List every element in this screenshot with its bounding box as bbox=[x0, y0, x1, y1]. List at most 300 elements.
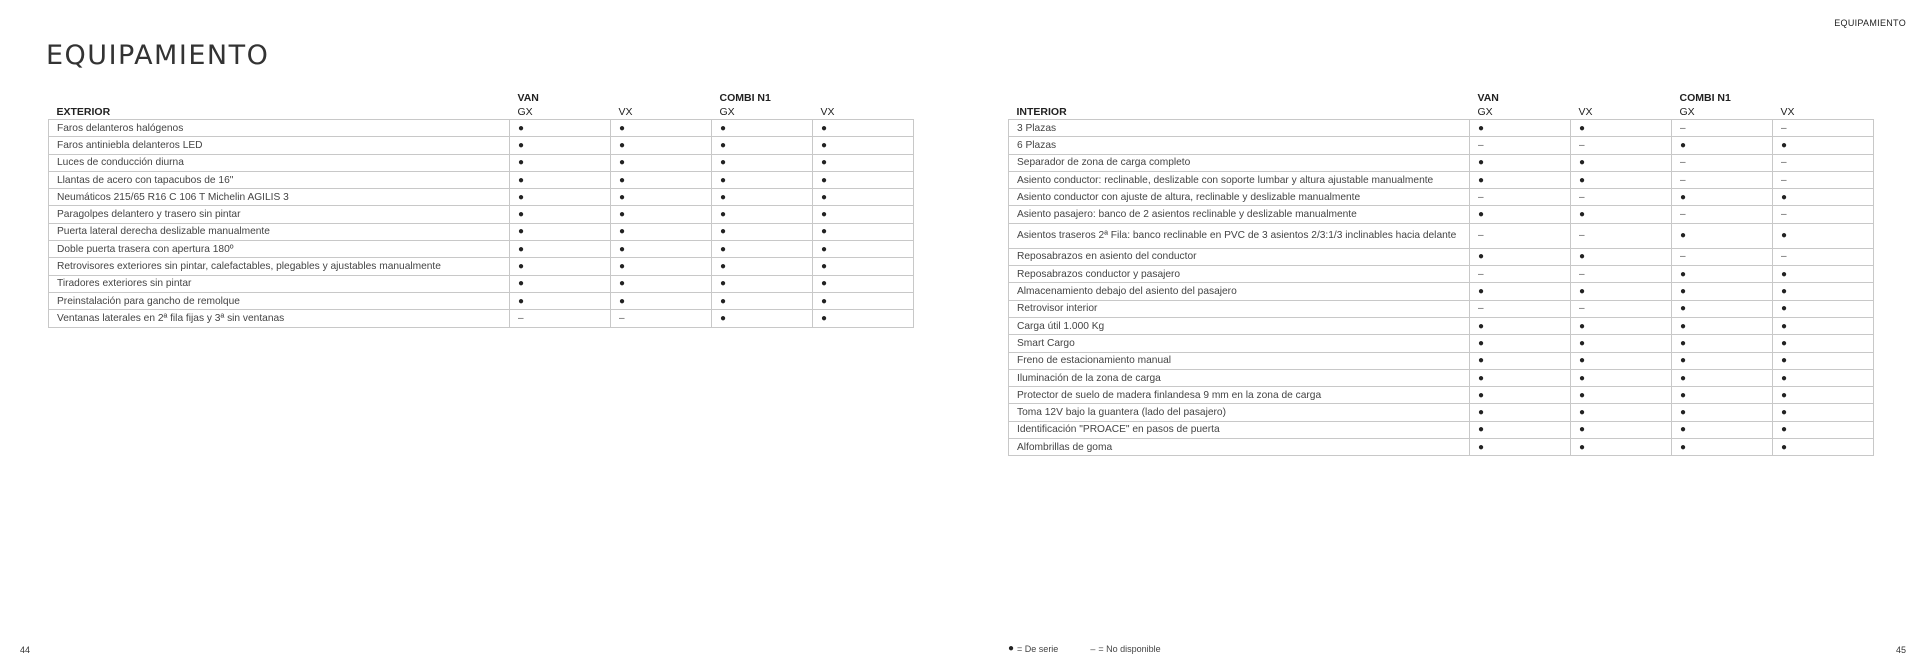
van-gx-value bbox=[1470, 283, 1571, 300]
feature-name: Asiento conductor: reclinable, deslizable con soporte lumbar y altura ajustable manualmente bbox=[1009, 171, 1470, 188]
standard-dot-icon: ● bbox=[1781, 268, 1788, 280]
standard-dot-icon: ● bbox=[1579, 209, 1586, 221]
van-vx-value bbox=[1571, 421, 1672, 438]
van-vx-value bbox=[1571, 317, 1672, 334]
feature-name: Freno de estacionamiento manual bbox=[1009, 352, 1470, 369]
standard-dot-icon: ● bbox=[1008, 643, 1015, 654]
not-available-dash-icon: – bbox=[619, 312, 625, 324]
standard-dot-icon: ● bbox=[518, 122, 525, 134]
combi-vx-value bbox=[813, 275, 914, 292]
van-gx-value bbox=[1470, 266, 1571, 283]
combi-vx-value bbox=[813, 171, 914, 188]
van-vx-value bbox=[1571, 335, 1672, 352]
combi-gx-value bbox=[712, 206, 813, 223]
combi-vx-value bbox=[813, 137, 914, 154]
standard-dot-icon: ● bbox=[1579, 441, 1586, 453]
standard-dot-icon: ● bbox=[1478, 157, 1485, 169]
not-available-dash-icon: – bbox=[1680, 209, 1686, 221]
combi-vx-value bbox=[813, 241, 914, 258]
van-gx-value bbox=[510, 120, 611, 137]
van-vx-value bbox=[1571, 120, 1672, 137]
van-gx-header: GX bbox=[1477, 106, 1493, 118]
table-row bbox=[1009, 352, 1874, 369]
not-available-dash-icon: – bbox=[1579, 139, 1585, 151]
feature-name: Alfombrillas de goma bbox=[1009, 439, 1470, 456]
table-row bbox=[49, 275, 914, 292]
standard-dot-icon: ● bbox=[1579, 372, 1586, 384]
table-row bbox=[49, 223, 914, 240]
combi-gx-value bbox=[712, 258, 813, 275]
standard-dot-icon: ● bbox=[1781, 372, 1788, 384]
standard-dot-icon: ● bbox=[518, 243, 525, 255]
van-vx-value bbox=[1571, 300, 1672, 317]
standard-dot-icon: ● bbox=[1478, 251, 1485, 263]
combi-header: COMBI N1 bbox=[1679, 92, 1731, 104]
feature-name: Reposabrazos en asiento del conductor bbox=[1009, 248, 1470, 265]
van-vx-value bbox=[1571, 439, 1672, 456]
van-vx-value bbox=[611, 189, 712, 206]
not-available-dash-icon: – bbox=[1680, 122, 1686, 134]
combi-gx-value bbox=[1672, 266, 1773, 283]
not-available-dash-icon: – bbox=[1478, 303, 1484, 315]
standard-dot-icon: ● bbox=[1478, 424, 1485, 436]
standard-dot-icon: ● bbox=[720, 295, 727, 307]
feature-name: Preinstalación para gancho de remolque bbox=[49, 292, 510, 309]
standard-dot-icon: ● bbox=[1781, 320, 1788, 332]
combi-gx-value bbox=[1672, 206, 1773, 223]
feature-name: Almacenamiento debajo del asiento del pasajero bbox=[1009, 283, 1470, 300]
standard-dot-icon: ● bbox=[619, 295, 626, 307]
standard-dot-icon: ● bbox=[1579, 424, 1586, 436]
table-row bbox=[1009, 223, 1874, 248]
van-vx-value bbox=[611, 171, 712, 188]
van-vx-value bbox=[611, 120, 712, 137]
standard-dot-icon: ● bbox=[821, 209, 828, 221]
feature-name: Doble puerta trasera con apertura 180º bbox=[49, 241, 510, 258]
standard-dot-icon: ● bbox=[1680, 320, 1687, 332]
standard-dot-icon: ● bbox=[1579, 157, 1586, 169]
standard-dot-icon: ● bbox=[518, 295, 525, 307]
standard-dot-icon: ● bbox=[1680, 355, 1687, 367]
table-row bbox=[1009, 387, 1874, 404]
table-row bbox=[1009, 283, 1874, 300]
standard-dot-icon: ● bbox=[1478, 389, 1485, 401]
standard-dot-icon: ● bbox=[619, 191, 626, 203]
not-available-dash-icon: – bbox=[1781, 251, 1787, 263]
table-row bbox=[1009, 404, 1874, 421]
combi-vx-value bbox=[813, 258, 914, 275]
standard-dot-icon: ● bbox=[720, 209, 727, 221]
table-row bbox=[49, 137, 914, 154]
combi-gx-value bbox=[712, 154, 813, 171]
combi-gx-value bbox=[712, 275, 813, 292]
not-available-dash-icon: – bbox=[1781, 157, 1787, 169]
van-vx-value bbox=[1571, 189, 1672, 206]
combi-vx-value bbox=[1773, 137, 1874, 154]
combi-gx-value bbox=[1672, 421, 1773, 438]
standard-dot-icon: ● bbox=[1781, 441, 1788, 453]
standard-dot-icon: ● bbox=[1680, 303, 1687, 315]
standard-dot-icon: ● bbox=[619, 157, 626, 169]
table-row bbox=[1009, 421, 1874, 438]
combi-gx-header: GX bbox=[1679, 106, 1695, 118]
exterior-table bbox=[48, 92, 914, 328]
table-row bbox=[49, 171, 914, 188]
feature-name: Paragolpes delantero y trasero sin pintar bbox=[49, 206, 510, 223]
standard-dot-icon: ● bbox=[1680, 230, 1687, 242]
standard-dot-icon: ● bbox=[1478, 174, 1485, 186]
combi-vx-value bbox=[1773, 387, 1874, 404]
combi-vx-value bbox=[1773, 206, 1874, 223]
standard-dot-icon: ● bbox=[720, 174, 727, 186]
table-row bbox=[1009, 189, 1874, 206]
standard-dot-icon: ● bbox=[1579, 251, 1586, 263]
combi-vx-value bbox=[1773, 421, 1874, 438]
table-row bbox=[1009, 120, 1874, 137]
standard-dot-icon: ● bbox=[1680, 191, 1687, 203]
feature-name: Llantas de acero con tapacubos de 16" bbox=[49, 171, 510, 188]
van-gx-value bbox=[510, 223, 611, 240]
van-gx-value bbox=[510, 241, 611, 258]
combi-gx-value bbox=[712, 171, 813, 188]
combi-vx-value bbox=[813, 120, 914, 137]
combi-gx-value bbox=[712, 137, 813, 154]
van-vx-value bbox=[1571, 352, 1672, 369]
combi-vx-value bbox=[1773, 300, 1874, 317]
combi-vx-value bbox=[813, 206, 914, 223]
not-available-dash-icon: – bbox=[1680, 157, 1686, 169]
feature-name: Asiento pasajero: banco de 2 asientos reclinable y deslizable manualmente bbox=[1009, 206, 1470, 223]
combi-vx-value bbox=[1773, 283, 1874, 300]
feature-name: Carga útil 1.000 Kg bbox=[1009, 317, 1470, 334]
combi-gx-value bbox=[1672, 120, 1773, 137]
not-available-dash-icon: – bbox=[1680, 174, 1686, 186]
van-gx-value bbox=[1470, 404, 1571, 421]
van-gx-value bbox=[1470, 248, 1571, 265]
combi-vx-value bbox=[813, 223, 914, 240]
van-vx-value bbox=[611, 275, 712, 292]
van-gx-value bbox=[1470, 189, 1571, 206]
feature-name: Faros delanteros halógenos bbox=[49, 120, 510, 137]
table-row bbox=[49, 154, 914, 171]
not-available-dash-icon: – bbox=[1478, 191, 1484, 203]
feature-name: Luces de conducción diurna bbox=[49, 154, 510, 171]
feature-name: Ventanas laterales en 2ª fila fijas y 3ª sin ventanas bbox=[49, 310, 510, 327]
van-gx-value bbox=[1470, 171, 1571, 188]
legend bbox=[1008, 643, 1161, 654]
van-gx-value bbox=[1470, 120, 1571, 137]
combi-gx-header: GX bbox=[719, 106, 735, 118]
table-row bbox=[1009, 266, 1874, 283]
standard-dot-icon: ● bbox=[1478, 122, 1485, 134]
standard-dot-icon: ● bbox=[1478, 286, 1485, 298]
standard-dot-icon: ● bbox=[518, 261, 525, 273]
combi-vx-value bbox=[813, 310, 914, 327]
standard-dot-icon: ● bbox=[1680, 372, 1687, 384]
combi-gx-value bbox=[1672, 317, 1773, 334]
standard-dot-icon: ● bbox=[720, 139, 727, 151]
van-vx-value bbox=[1571, 404, 1672, 421]
standard-dot-icon: ● bbox=[619, 278, 626, 290]
standard-dot-icon: ● bbox=[1680, 441, 1687, 453]
combi-vx-value bbox=[1773, 248, 1874, 265]
combi-vx-value bbox=[1773, 369, 1874, 386]
not-available-dash-icon: – bbox=[1781, 174, 1787, 186]
van-gx-value bbox=[1470, 154, 1571, 171]
standard-dot-icon: ● bbox=[1680, 337, 1687, 349]
van-gx-value bbox=[1470, 317, 1571, 334]
combi-vx-value bbox=[1773, 189, 1874, 206]
standard-dot-icon: ● bbox=[821, 157, 828, 169]
standard-dot-icon: ● bbox=[720, 261, 727, 273]
not-available-dash-icon: – bbox=[1579, 268, 1585, 280]
van-gx-value bbox=[1470, 223, 1571, 248]
combi-gx-value bbox=[1672, 300, 1773, 317]
standard-dot-icon: ● bbox=[821, 278, 828, 290]
standard-dot-icon: ● bbox=[1478, 337, 1485, 349]
combi-gx-value bbox=[712, 292, 813, 309]
combi-header: COMBI N1 bbox=[719, 92, 771, 104]
van-vx-value bbox=[611, 241, 712, 258]
table-row bbox=[1009, 317, 1874, 334]
van-vx-value bbox=[1571, 223, 1672, 248]
standard-dot-icon: ● bbox=[1478, 355, 1485, 367]
page-title: EQUIPAMIENTO bbox=[46, 40, 270, 71]
not-available-dash-icon: – bbox=[1579, 230, 1585, 242]
standard-dot-icon: ● bbox=[619, 122, 626, 134]
standard-dot-icon: ● bbox=[1579, 407, 1586, 419]
standard-dot-icon: ● bbox=[1579, 337, 1586, 349]
combi-vx-value bbox=[1773, 404, 1874, 421]
standard-dot-icon: ● bbox=[518, 278, 525, 290]
standard-dot-icon: ● bbox=[720, 122, 727, 134]
standard-dot-icon: ● bbox=[821, 295, 828, 307]
combi-gx-value bbox=[1672, 369, 1773, 386]
feature-name: 3 Plazas bbox=[1009, 120, 1470, 137]
standard-dot-icon: ● bbox=[518, 157, 525, 169]
not-available-dash-icon: – bbox=[1781, 209, 1787, 221]
van-vx-value bbox=[611, 206, 712, 223]
combi-gx-value bbox=[712, 223, 813, 240]
not-available-dash-icon: – bbox=[1478, 139, 1484, 151]
table-row bbox=[49, 241, 914, 258]
table-row bbox=[1009, 439, 1874, 456]
combi-gx-value bbox=[1672, 171, 1773, 188]
standard-dot-icon: ● bbox=[518, 209, 525, 221]
standard-dot-icon: ● bbox=[720, 243, 727, 255]
feature-name: Retrovisor interior bbox=[1009, 300, 1470, 317]
combi-vx-value bbox=[1773, 317, 1874, 334]
van-vx-value bbox=[611, 258, 712, 275]
feature-name: Tiradores exteriores sin pintar bbox=[49, 275, 510, 292]
van-gx-value bbox=[510, 206, 611, 223]
combi-gx-value bbox=[1672, 404, 1773, 421]
combi-gx-value bbox=[1672, 439, 1773, 456]
table-row bbox=[49, 189, 914, 206]
standard-dot-icon: ● bbox=[1579, 122, 1586, 134]
van-vx-header: VX bbox=[618, 106, 633, 118]
feature-name: Reposabrazos conductor y pasajero bbox=[1009, 266, 1470, 283]
combi-vx-value bbox=[1773, 154, 1874, 171]
combi-vx-value bbox=[813, 154, 914, 171]
not-available-dash-icon: – bbox=[1680, 251, 1686, 263]
combi-vx-value bbox=[1773, 352, 1874, 369]
feature-name: 6 Plazas bbox=[1009, 137, 1470, 154]
combi-gx-value bbox=[1672, 189, 1773, 206]
feature-name: Asientos traseros 2ª Fila: banco reclinable en PVC de 3 asientos 2/3:1/3 inclinables hacia delante bbox=[1009, 223, 1470, 248]
van-gx-value bbox=[510, 275, 611, 292]
standard-dot-icon: ● bbox=[1781, 139, 1788, 151]
table-row bbox=[1009, 248, 1874, 265]
standard-dot-icon: ● bbox=[821, 312, 828, 324]
combi-gx-value bbox=[1672, 137, 1773, 154]
combi-gx-value bbox=[1672, 352, 1773, 369]
table-row bbox=[1009, 300, 1874, 317]
combi-vx-value bbox=[1773, 439, 1874, 456]
standard-dot-icon: ● bbox=[518, 226, 525, 238]
van-vx-value bbox=[1571, 387, 1672, 404]
van-gx-value bbox=[1470, 300, 1571, 317]
legend-not-available-label: = No disponible bbox=[1098, 643, 1161, 654]
combi-gx-value bbox=[1672, 223, 1773, 248]
standard-dot-icon: ● bbox=[1781, 389, 1788, 401]
table-row bbox=[1009, 137, 1874, 154]
standard-dot-icon: ● bbox=[1680, 424, 1687, 436]
van-vx-value bbox=[1571, 206, 1672, 223]
combi-vx-value bbox=[813, 292, 914, 309]
standard-dot-icon: ● bbox=[1579, 174, 1586, 186]
table-row bbox=[49, 310, 914, 327]
feature-name: Puerta lateral derecha deslizable manualmente bbox=[49, 223, 510, 240]
standard-dot-icon: ● bbox=[720, 278, 727, 290]
van-gx-value bbox=[510, 310, 611, 327]
not-available-dash-icon: – bbox=[1781, 122, 1787, 134]
page-number-left: 44 bbox=[20, 645, 31, 655]
combi-gx-value bbox=[712, 189, 813, 206]
standard-dot-icon: ● bbox=[1781, 303, 1788, 315]
standard-dot-icon: ● bbox=[1478, 372, 1485, 384]
table-row bbox=[49, 120, 914, 137]
standard-dot-icon: ● bbox=[720, 157, 727, 169]
table-row bbox=[1009, 206, 1874, 223]
standard-dot-icon: ● bbox=[1579, 320, 1586, 332]
standard-dot-icon: ● bbox=[518, 174, 525, 186]
standard-dot-icon: ● bbox=[720, 191, 727, 203]
van-gx-value bbox=[1470, 335, 1571, 352]
van-vx-value bbox=[1571, 266, 1672, 283]
standard-dot-icon: ● bbox=[619, 174, 626, 186]
standard-dot-icon: ● bbox=[821, 243, 828, 255]
standard-dot-icon: ● bbox=[1781, 424, 1788, 436]
van-gx-value bbox=[510, 258, 611, 275]
van-vx-value bbox=[611, 223, 712, 240]
standard-dot-icon: ● bbox=[720, 312, 727, 324]
standard-dot-icon: ● bbox=[518, 139, 525, 151]
not-available-dash-icon: – bbox=[518, 312, 524, 324]
standard-dot-icon: ● bbox=[821, 261, 828, 273]
feature-name: Smart Cargo bbox=[1009, 335, 1470, 352]
combi-vx-value bbox=[813, 189, 914, 206]
standard-dot-icon: ● bbox=[619, 261, 626, 273]
standard-dot-icon: ● bbox=[518, 191, 525, 203]
standard-dot-icon: ● bbox=[1680, 139, 1687, 151]
van-vx-value bbox=[1571, 171, 1672, 188]
van-gx-value bbox=[510, 137, 611, 154]
feature-name: Neumáticos 215/65 R16 C 106 T Michelin AGILIS 3 bbox=[49, 189, 510, 206]
interior-table bbox=[1008, 92, 1874, 456]
standard-dot-icon: ● bbox=[1781, 407, 1788, 419]
standard-dot-icon: ● bbox=[821, 191, 828, 203]
van-vx-value bbox=[1571, 369, 1672, 386]
standard-dot-icon: ● bbox=[619, 243, 626, 255]
combi-vx-header: VX bbox=[1780, 106, 1795, 118]
van-gx-value bbox=[1470, 439, 1571, 456]
exterior-section-label: EXTERIOR bbox=[56, 106, 111, 118]
combi-gx-value bbox=[1672, 283, 1773, 300]
combi-gx-value bbox=[1672, 387, 1773, 404]
feature-name: Asiento conductor con ajuste de altura, reclinable y deslizable manualmente bbox=[1009, 189, 1470, 206]
not-available-dash-icon: – bbox=[1579, 303, 1585, 315]
feature-name: Faros antiniebla delanteros LED bbox=[49, 137, 510, 154]
van-gx-value bbox=[1470, 369, 1571, 386]
running-head: EQUIPAMIENTO bbox=[1834, 18, 1906, 28]
standard-dot-icon: ● bbox=[1781, 191, 1788, 203]
standard-dot-icon: ● bbox=[821, 139, 828, 151]
standard-dot-icon: ● bbox=[821, 122, 828, 134]
van-header: VAN bbox=[1477, 92, 1499, 104]
interior-section-label: INTERIOR bbox=[1016, 106, 1067, 118]
van-vx-value bbox=[1571, 283, 1672, 300]
table-row bbox=[1009, 369, 1874, 386]
standard-dot-icon: ● bbox=[1680, 389, 1687, 401]
standard-dot-icon: ● bbox=[720, 226, 727, 238]
standard-dot-icon: ● bbox=[1781, 337, 1788, 349]
table-row bbox=[1009, 335, 1874, 352]
combi-gx-value bbox=[1672, 335, 1773, 352]
feature-name: Toma 12V bajo la guantera (lado del pasajero) bbox=[1009, 404, 1470, 421]
standard-dot-icon: ● bbox=[619, 226, 626, 238]
van-vx-value bbox=[611, 154, 712, 171]
van-gx-value bbox=[1470, 206, 1571, 223]
table-row bbox=[49, 206, 914, 223]
combi-gx-value bbox=[1672, 154, 1773, 171]
combi-vx-value bbox=[1773, 223, 1874, 248]
van-vx-value bbox=[611, 310, 712, 327]
not-available-dash-icon: – bbox=[1478, 268, 1484, 280]
combi-vx-value bbox=[1773, 171, 1874, 188]
van-vx-value bbox=[1571, 154, 1672, 171]
van-gx-value bbox=[510, 292, 611, 309]
standard-dot-icon: ● bbox=[1680, 268, 1687, 280]
standard-dot-icon: ● bbox=[1478, 209, 1485, 221]
combi-vx-value bbox=[1773, 120, 1874, 137]
van-gx-value bbox=[510, 154, 611, 171]
feature-name: Retrovisores exteriores sin pintar, calefactables, plegables y ajustables manualmente bbox=[49, 258, 510, 275]
standard-dot-icon: ● bbox=[619, 139, 626, 151]
van-gx-header: GX bbox=[517, 106, 533, 118]
van-vx-value bbox=[611, 137, 712, 154]
feature-name: Protector de suelo de madera finlandesa 9 mm en la zona de carga bbox=[1009, 387, 1470, 404]
van-vx-value bbox=[1571, 248, 1672, 265]
van-gx-value bbox=[510, 189, 611, 206]
standard-dot-icon: ● bbox=[1478, 320, 1485, 332]
standard-dot-icon: ● bbox=[1781, 355, 1788, 367]
table-row bbox=[49, 258, 914, 275]
standard-dot-icon: ● bbox=[619, 209, 626, 221]
page-number-right: 45 bbox=[1895, 645, 1906, 655]
combi-vx-value bbox=[1773, 335, 1874, 352]
legend-standard-label: = De serie bbox=[1017, 643, 1059, 654]
